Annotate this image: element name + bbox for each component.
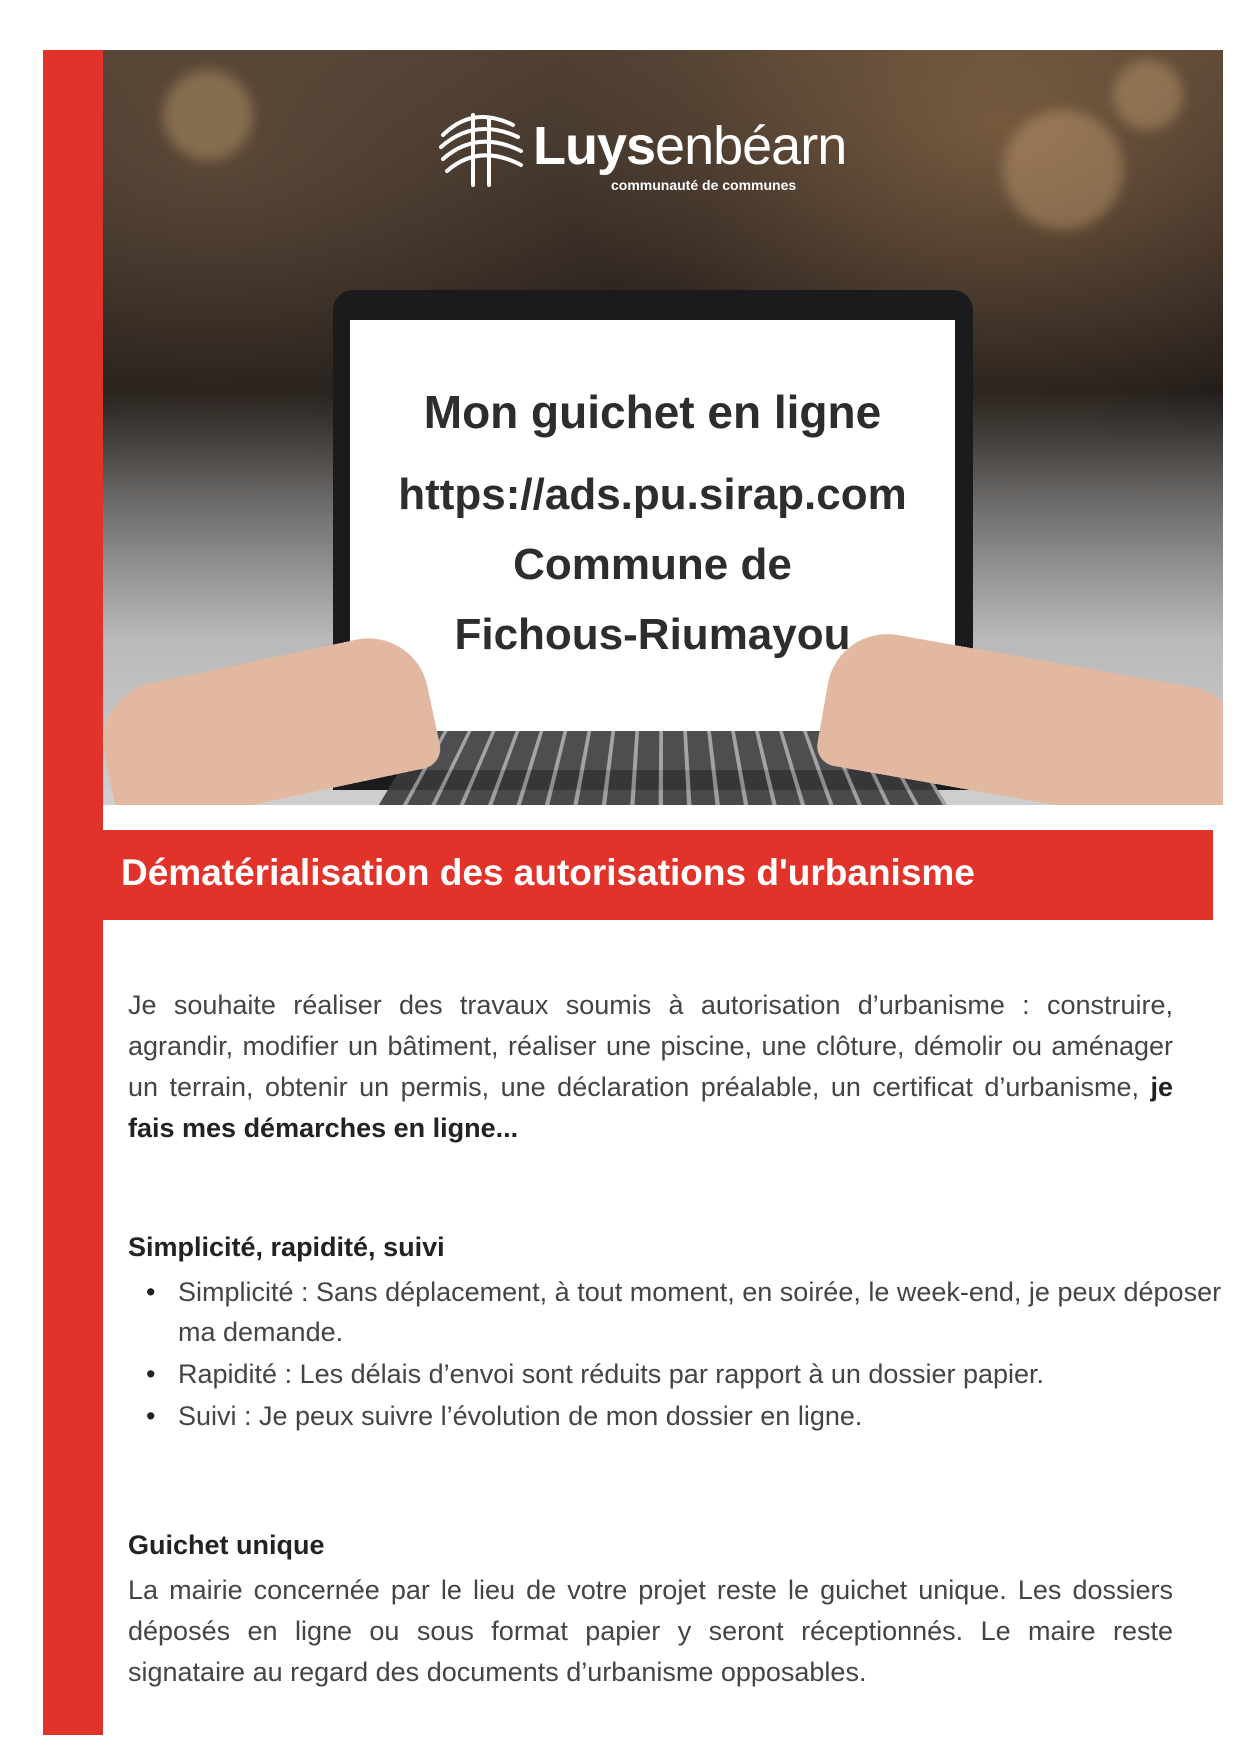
luysenbearn-wave-logo-icon (433, 95, 528, 190)
screen-commune-name: Fichous-Riumayou (454, 610, 851, 659)
left-red-bar (43, 50, 103, 1735)
brand-subtitle: communauté de communes (611, 177, 797, 193)
intro-bold-text: je fais mes démarches en ligne... (128, 1072, 1173, 1143)
screen-commune-label: Commune de (513, 540, 792, 589)
list-item: • Rapidité : Les délais d’envoi sont réduits par rapport à un dossier papier. (178, 1354, 1223, 1394)
hero-photo (103, 50, 1223, 805)
brand-wordmark (533, 115, 846, 177)
brand-wordmark-bold: Luys (533, 116, 656, 176)
bokeh-light (163, 70, 253, 160)
list-item: • Simplicité : Sans déplacement, à tout moment, en soirée, le week-end, je peux déposer ma demande. (178, 1272, 1223, 1352)
section-heading-guichet: Guichet unique (128, 1530, 325, 1560)
screen-url: https://ads.pu.sirap.com (398, 470, 907, 519)
list-item: • Suivi : Je peux suivre l’évolution de mon dossier en ligne. (178, 1396, 1223, 1436)
simplicity-list (128, 1272, 1223, 1438)
brand-wordmark-light: enbéarn (655, 116, 847, 176)
intro-text: Je souhaite réaliser des travaux soumis à autorisation d’urbanisme : construire, agrandir, modifier un bâtiment, réaliser une piscine, une clôture, démolir ou aménager un terrain, obtenir un permis, une déclaration préalable, un certificat d’urbanisme, (128, 990, 1173, 1102)
bokeh-light (1113, 60, 1183, 130)
banner-title: Dématérialisation des autorisations d'urbanisme (121, 852, 975, 893)
section-banner (103, 830, 1213, 920)
intro-paragraph (128, 985, 1173, 1149)
bokeh-light (1003, 110, 1123, 230)
section-heading-simplicity: Simplicité, rapidité, suivi (128, 1232, 445, 1262)
guichet-paragraph: La mairie concernée par le lieu de votre projet reste le guichet unique. Les dossiers déposés en ligne ou sous format papier y seront réceptionnés. Le maire reste signataire au regard des documents d’urbanisme opposables. (128, 1575, 1173, 1687)
screen-title: Mon guichet en ligne (423, 386, 882, 438)
brand-logo (433, 95, 853, 195)
